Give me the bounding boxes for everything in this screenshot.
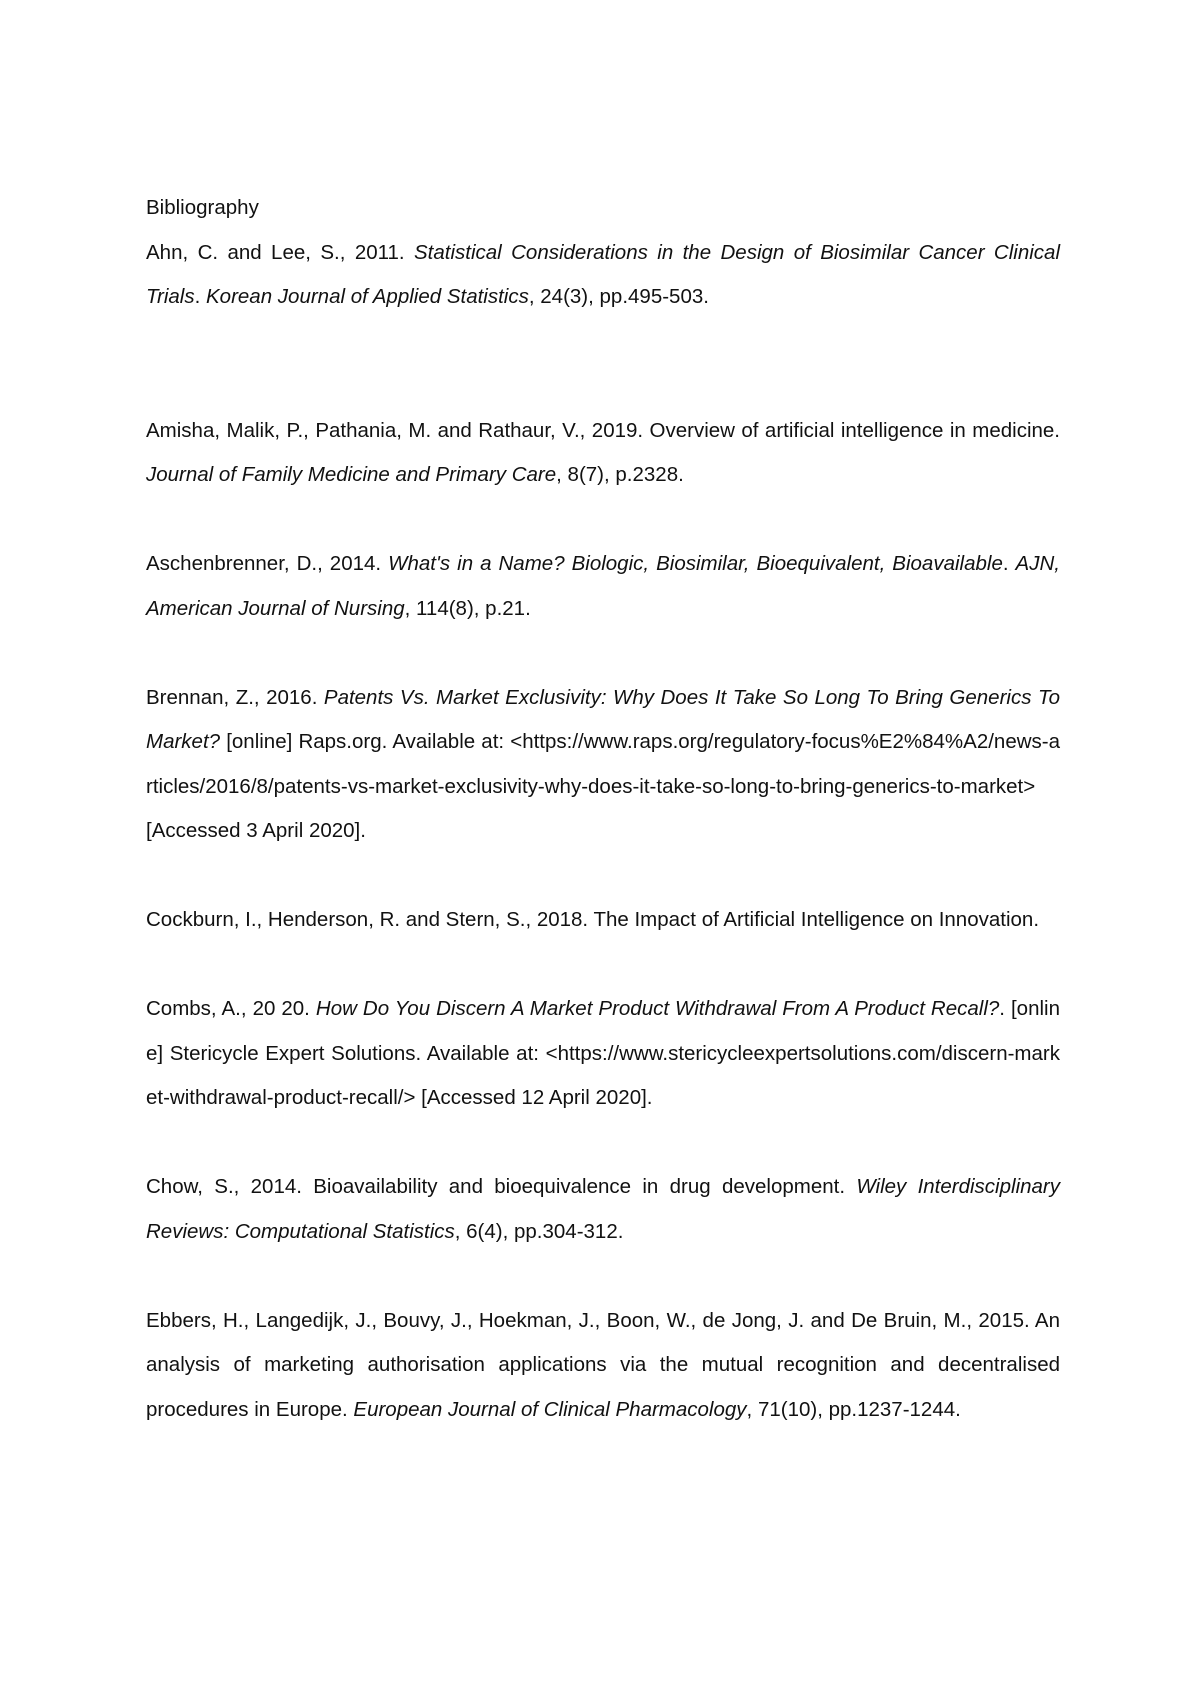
spacer [146,1254,1060,1299]
spacer [146,943,1060,988]
spacer [146,854,1060,899]
ref-sep: . [194,285,206,308]
spacer [146,498,1060,543]
ref-journal: Journal of Family Medicine and Primary Care [146,463,557,486]
ref-authors: Ahn, C. and Lee, S., 2011. [146,240,414,264]
ref-details: [online] Raps.org. Available at: <https://www.raps.org/regulatory-focus%E2%84%A2/news-articles/2016/8/patents-vs-market-exclusivity-why-does-it-take-so-long-to-bring-generics-to-market> [Accessed 3 April 2020]. [146,730,1060,842]
spacer [146,631,1060,676]
reference-chow-2014 [146,1165,1060,1254]
reference-combs-2020 [146,987,1060,1121]
bibliography-page [146,186,1060,1432]
reference-cockburn-2018 [146,898,1060,943]
ref-journal: European Journal of Clinical Pharmacology [353,1397,747,1421]
ref-details: , 24(3), pp.495-503. [528,285,709,308]
ref-details: , 71(10), pp.1237-1244. [746,1397,961,1421]
ref-title: What's in a Name? Biologic, Biosimilar, Bioequivalent, Bioavailable [388,552,1003,575]
ref-title: How Do You Discern A Market Product Withdrawal From A Product Recall? [315,997,1000,1020]
reference-ahn-2011 [146,231,1060,320]
reference-aschenbrenner-2014 [146,542,1060,631]
reference-amisha-2019 [146,409,1060,498]
reference-brennan-2016 [146,676,1060,854]
ref-title: Patents Vs. Market Exclusivity: Why Does It Take So Long To Bring Generics To Market? [146,685,1060,753]
reference-ebbers-2015 [146,1299,1060,1433]
ref-journal: Wiley Interdisciplinary Reviews: Computational Statistics [146,1175,1060,1243]
ref-text: Cockburn, I., Henderson, R. and Stern, S., 2018. The Impact of Artificial Intelligence on Innovation. [146,908,1040,931]
ref-authors-title: Chow, S., 2014. Bioavailability and bioequivalence in drug development. [146,1175,857,1198]
spacer [146,320,1060,409]
ref-journal: AJN, American Journal of Nursing [146,552,1060,620]
ref-details: . [online] Stericycle Expert Solutions. Available at: <https://www.stericycleexpertsolutions.com/discern-market-withdrawal-product-recall/> [Accessed 12 April 2020]. [146,997,1060,1109]
page-title: Bibliography [146,196,259,219]
ref-authors: Aschenbrenner, D., 2014. [146,552,389,575]
ref-title: Statistical Considerations in the Design of Biosimilar Cancer Clinical Trials [146,240,1060,308]
ref-authors: Brennan, Z., 2016. [146,685,324,709]
ref-details: , 114(8), p.21. [404,596,531,620]
ref-sep: . [1002,552,1016,575]
spacer [146,1121,1060,1166]
ref-authors: Combs, A., 20 20. [146,997,316,1020]
ref-details: , 8(7), p.2328. [556,463,684,486]
ref-authors-title: Amisha, Malik, P., Pathania, M. and Rathaur, V., 2019. Overview of artificial intelligence in medicine. [146,418,1060,442]
ref-authors-title: Ebbers, H., Langedijk, J., Bouvy, J., Hoekman, J., Boon, W., de Jong, J. and De Bruin, M., 2015. An analysis of marketing authorisation applications via the mutual recognition and decentralised procedures in Europe. [146,1308,1060,1421]
ref-details: , 6(4), pp.304-312. [454,1219,624,1243]
ref-journal: Korean Journal of Applied Statistics [206,285,529,308]
